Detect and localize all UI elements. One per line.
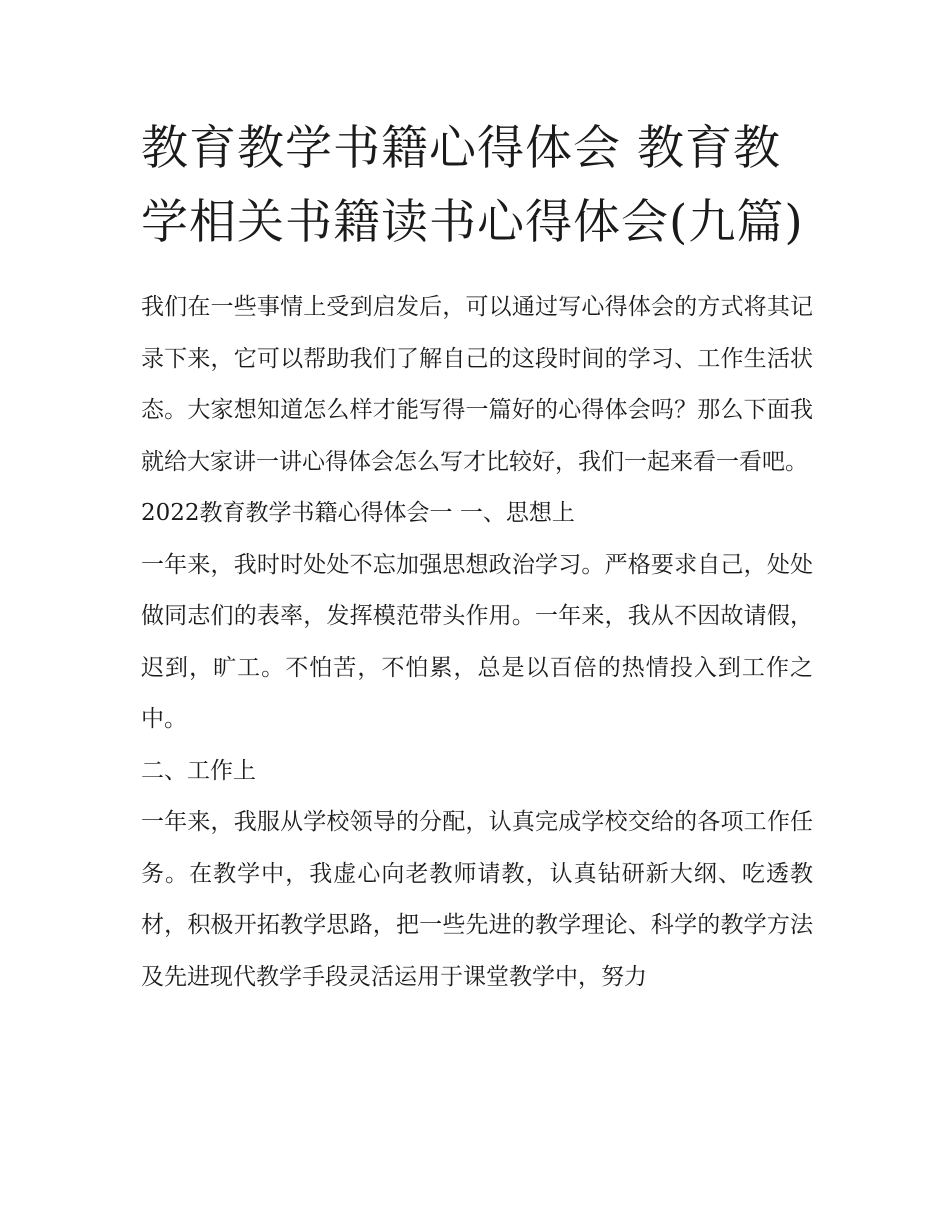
paragraph-work: 一年来，我服从学校领导的分配，认真完成学校交给的各项工作任务。在教学中，我虚心向老教师请教，认真钻研新大纲、吃透教材，积极开拓教学思路，把一些先进的教学理论、科学的教学方法及先进现代教学手段灵活运用于课堂教学中，努力: [141, 809, 813, 990]
paragraph-thought: 一年来，我时时处处不忘加强思想政治学习。严格要求自己，处处做同志们的表率，发挥模范带头作用。一年来，我从不因故请假，迟到，旷工。不怕苦，不怕累，总是以百倍的热情投入到工作之中。: [141, 551, 813, 732]
section-heading-thought: 2022教育教学书籍心得体会一 一、思想上: [141, 500, 575, 526]
document-title: 教育教学书籍心得体会 教育教学相关书籍读书心得体会(九篇): [141, 121, 804, 250]
document-page: [141, 112, 813, 1003]
paragraph-intro: 我们在一些事情上受到启发后，可以通过写心得体会的方式将其记录下来，它可以帮助我们了解自己的这段时间的学习、工作生活状态。大家想知道怎么样才能写得一篇好的心得体会吗？那么下面我就给大家讲一讲心得体会怎么写才比较好，我们一起来看一看吧。: [141, 294, 813, 475]
section-heading-work: 二、工作上: [141, 757, 256, 784]
document-body: [141, 282, 813, 1003]
